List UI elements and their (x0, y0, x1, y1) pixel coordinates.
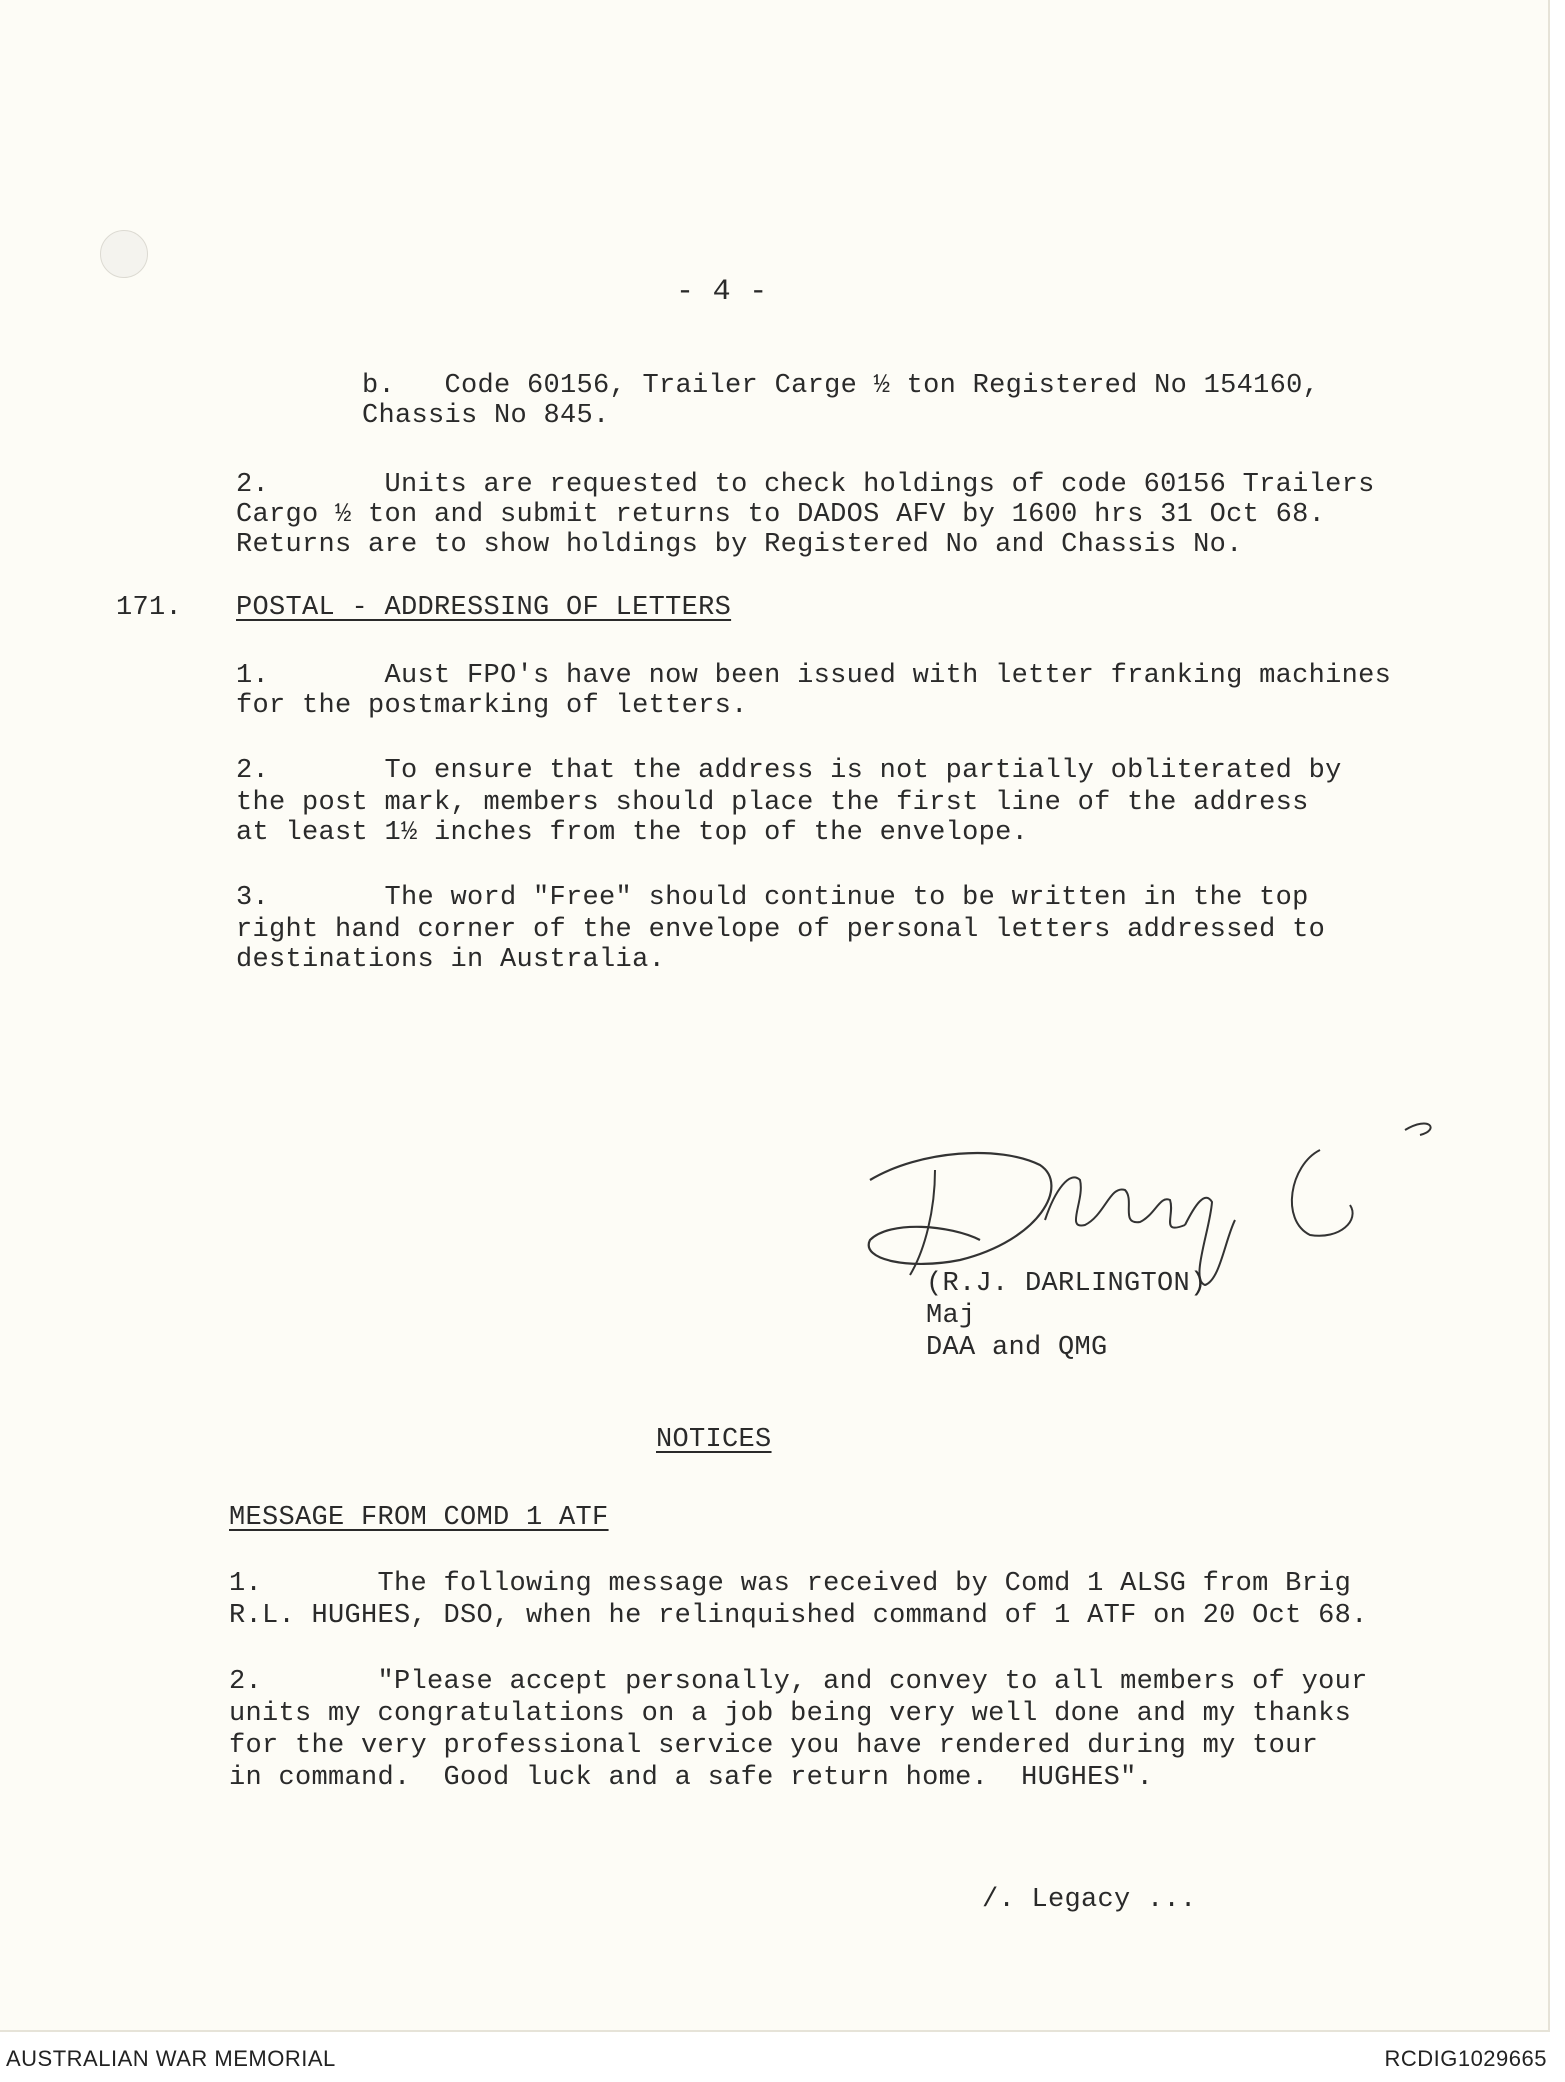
notices-heading: NOTICES (656, 1425, 772, 1455)
notice-para-2-line-4: in command. Good luck and a safe return home. HUGHES". (229, 1763, 1154, 1793)
notice-para-1-line-2: R.L. HUGHES, DSO, when he relinquished command of 1 ATF on 20 Oct 68. (229, 1601, 1368, 1631)
postal-para-2-line-3: at least 1½ inches from the top of the envelope. (236, 818, 1029, 848)
signatory-name: (R.J. DARLINGTON) (926, 1269, 1207, 1299)
punch-hole (100, 230, 148, 278)
section-heading-postal: POSTAL - ADDRESSING OF LETTERS (236, 593, 732, 623)
trailers-para-line-2: Cargo ½ ton and submit returns to DADOS AFV by 1600 hrs 31 Oct 68. (236, 500, 1326, 530)
postal-para-1-line-2: for the postmarking of letters. (236, 691, 748, 721)
item-b-line-1: b. Code 60156, Trailer Carge ½ ton Registered No 154160, (362, 371, 1320, 401)
postal-para-3-line-3: destinations in Australia. (236, 945, 666, 975)
page-number: - 4 - (676, 275, 768, 309)
postal-para-2-line-1: 2. To ensure that the address is not partially obliterated by (236, 756, 1342, 786)
footer-record-id: RCDIG1029665 (1384, 2046, 1547, 2071)
notices-subheading: MESSAGE FROM COMD 1 ATF (229, 1503, 609, 1533)
continuation-note: /. Legacy ... (982, 1885, 1197, 1915)
trailers-para-line-3: Returns are to show holdings by Registered No and Chassis No. (236, 530, 1243, 560)
postal-para-3-line-1: 3. The word "Free" should continue to be written in the top (236, 883, 1309, 913)
footer-archive-name: AUSTRALIAN WAR MEMORIAL (6, 2046, 336, 2071)
postal-para-3-line-2: right hand corner of the envelope of personal letters addressed to (236, 915, 1326, 945)
signatory-appointment: DAA and QMG (926, 1333, 1108, 1363)
trailers-para-line-1: 2. Units are requested to check holdings of code 60156 Trailers (236, 470, 1375, 500)
notice-para-2-line-3: for the very professional service you have rendered during my tour (229, 1731, 1319, 1761)
postal-para-1-line-1: 1. Aust FPO's have now been issued with letter franking machines (236, 661, 1392, 691)
notice-para-2-line-1: 2. "Please accept personally, and convey to all members of your (229, 1667, 1368, 1697)
notice-para-2-line-2: units my congratulations on a job being very well done and my thanks (229, 1699, 1352, 1729)
item-b-line-2: Chassis No 845. (362, 401, 610, 431)
notice-para-1-line-1: 1. The following message was received by Comd 1 ALSG from Brig (229, 1569, 1352, 1599)
signatory-rank: Maj (926, 1301, 976, 1331)
section-number-171: 171. (116, 593, 183, 623)
postal-para-2-line-2: the post mark, members should place the first line of the address (236, 788, 1309, 818)
